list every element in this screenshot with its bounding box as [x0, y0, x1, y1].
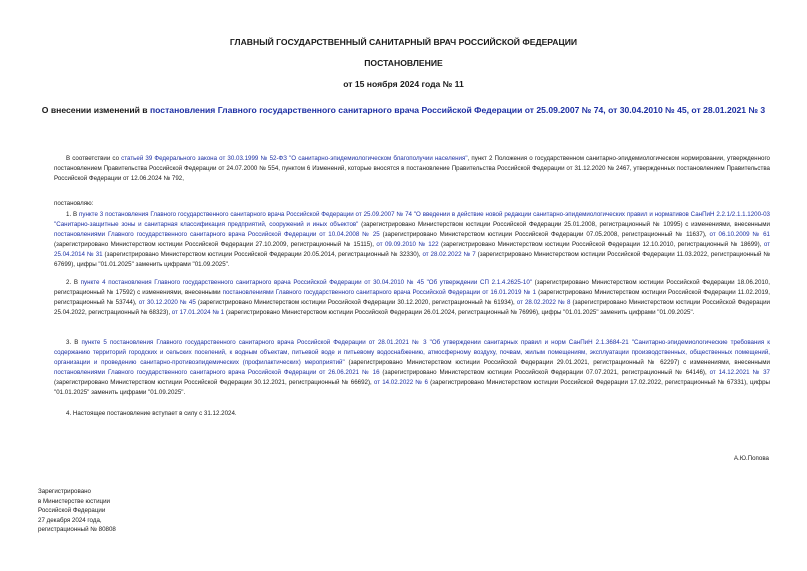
subject-prefix: О внесении изменений в — [41, 105, 150, 115]
item-2-link-amend[interactable]: от 17.01.2024 № 1 — [171, 309, 225, 316]
registration-line: регистрационный № 80808 — [38, 526, 116, 533]
registration-line: Российской Федерации — [38, 507, 106, 514]
item-1-text: (зарегистрировано Министерством юстиции Российской Федерации 27.10.2009, регистрационный № 15115), — [54, 241, 377, 248]
item-1-text: 1. В — [66, 211, 80, 218]
item-1-link-amend[interactable]: постановлениями Главного государственного санитарного врача Российской Федерации от 10.04.2008 № 25 — [54, 231, 380, 238]
issuing-authority: ГЛАВНЫЙ ГОСУДАРСТВЕННЫЙ САНИТАРНЫЙ ВРАЧ РОССИЙСКОЙ ФЕДЕРАЦИИ — [229, 37, 578, 47]
item-3-text: (зарегистрировано Министерством юстиции Российской Федерации 30.12.2021, регистрационный № 66692), — [54, 379, 374, 386]
item-2-link-main[interactable]: пункте 4 постановления Главного государственного санитарного врача Российской Федерации от 30.04.2010 № 45 "Об утверждении СП 2.1.4.2625-10" — [80, 279, 532, 286]
item-3-text: (зарегистрировано Министерством юстиции Российской Федерации 17.02.2022, регистрационный № 67331), цифры "01.01.2025" заменить цифрами "01.09.2025". — [54, 379, 770, 396]
item-2-link-amend[interactable]: от 28.02.2022 № 8 — [516, 299, 571, 306]
item-1-link-main[interactable]: пункте 3 постановления Главного государственного санитарного врача Российской Федерации от 25.09.2007 № 74 "О введении в действие новой редакции санитарно-эпидемиологических правил и нормативов СанПиН 2.2.1/2.1.1.1200-03 "Санитарно-защитные зоны и санитарная классификация предприятий, сооружений и иных объектов" — [54, 211, 770, 228]
document-type: ПОСТАНОВЛЕНИЕ — [364, 58, 443, 68]
item-2-text: (зарегистрировано Министерством юстиции Российской Федерации 25.04.2022, регистрационный № 68323), — [54, 299, 770, 316]
item-2-text: (зарегистрировано Министерством юстиции Российской Федерации 18.06.2010, регистрационный № 17592) с изменениями, внесенными — [54, 279, 770, 296]
item-1-link-amend[interactable]: от 09.09.2010 № 122 — [376, 241, 439, 248]
item-1-link-amend[interactable]: от 28.02.2022 № 7 — [422, 251, 476, 258]
item-1-link-amend[interactable]: от 06.10.2009 № 61 — [709, 231, 770, 238]
document-subject — [40, 105, 767, 116]
item-3-link-amend[interactable]: от 14.12.2021 № 37 — [709, 369, 770, 376]
item-2-text: (зарегистрировано Министерством юстиции Российской Федерации 26.01.2024, регистрационный № 76996), цифры "01.01.2025" заменить цифрами "01.09.2025". — [224, 309, 695, 316]
item-3-link-amend[interactable]: постановлениями Главного государственного санитарного врача Российской Федерации от 26.06.2021 № 16 — [54, 369, 380, 376]
item-1-text: (зарегистрировано Министерством юстиции Российской Федерации 07.05.2008, регистрационный № 11637), — [379, 231, 710, 238]
item-1-text: (зарегистрировано Министерством юстиции Российской Федерации 11.03.2022, регистрационный № 67699), цифры "01.01.2025" заменить цифрами "01.09.2025". — [54, 251, 770, 268]
registration-line: 27 декабря 2024 года, — [38, 516, 102, 524]
item-3-text: 3. В — [66, 339, 82, 346]
item-1-text: (зарегистрировано Министерством юстиции Российской Федерации 12.10.2010, регистрационный № 18699), — [438, 241, 764, 248]
item-3-text: (зарегистрировано Министерством юстиции Российской Федерации 29.01.2021, регистрационный № 62297) с изменениями, внесенными — [344, 359, 771, 366]
item-3-link-main[interactable]: пункте 5 постановления Главного государственного санитарного врача Российской Федерации от 28.01.2021 № 3 "Об утверждении санитарных правил и норм СанПиН 2.1.3684-21 "Санитарно-эпидемиологические требования к содержанию территорий городских и сельских поселений, к водным объектам, питьевой воде и питьевому водоснабжению, атмосферному воздуху, почвам, жилым помещениям, эксплуатации производственных, общественных помещений, организации и проведению санитарно-противоэпидемических (профилактических) мероприятий" — [54, 339, 770, 366]
item-3-link-amend[interactable]: от 14.02.2022 № 6 — [373, 379, 428, 386]
item-3-paragraph — [54, 338, 770, 398]
item-3-text: (зарегистрировано Министерством юстиции Российской Федерации 07.07.2021, регистрационный № 64146), — [379, 369, 710, 376]
item-4-text: 4. Настоящее постановление вступает в силу с 31.12.2024. — [66, 410, 237, 417]
preamble-text-1: В соответствии со — [66, 155, 122, 162]
preamble-law-link[interactable]: статьей 39 Федерального закона от 30.03.1999 № 52-ФЗ "О санитарно-эпидемиологическом благополучии населения" — [121, 155, 468, 162]
item-2-text: (зарегистрировано Министерством юстиции Российской Федерации 11.02.2019, регистрационный № 53744), — [54, 289, 770, 306]
item-2-paragraph — [54, 278, 770, 318]
item-1-text: (зарегистрировано Министерством юстиции Российской Федерации 25.01.2008, регистрационный № 10995) с изменениями, внесенными — [358, 221, 771, 228]
document-date-number: от 15 ноября 2024 года № 11 — [343, 79, 464, 89]
item-1-text: (зарегистрировано Министерством юстиции Российской Федерации 20.05.2014, регистрационный № 32330), — [102, 251, 423, 258]
item-1-paragraph — [54, 210, 770, 270]
item-4-paragraph — [54, 409, 770, 419]
preamble-text-2: , пункт 2 Положения о государственном санитарно-эпидемиологическом нормировании, утвержденного постановлением Правительства Российской Федерации от 24.07.2000 № 554, пунктом 6 Изменений, которые вносятся в постановление Правительства Российской Федерации от 31.12.2020 № 2467, утвержденных постановлением Правительства Российской Федерации от 12.06.2024 № 792, — [54, 155, 771, 182]
registration-line: Зарегистрировано — [38, 488, 91, 495]
item-1-link-amend[interactable]: от 25.04.2014 № 31 — [54, 241, 770, 258]
item-2-link-amend[interactable]: постановлениями Главного государственного санитарного врача Российской Федерации от 16.01.2019 № 1 — [222, 289, 537, 296]
registration-line: в Министерстве юстиции — [38, 497, 111, 505]
item-2-link-amend[interactable]: от 30.12.2020 № 45 — [138, 299, 196, 306]
signature: А.Ю.Попова — [733, 455, 769, 462]
item-2-text: 2. В — [66, 279, 81, 286]
registration-block — [38, 487, 116, 535]
subject-link[interactable]: постановления Главного государственного санитарного врача Российской Федерации от 25.09.2007 № 74, от 30.04.2010 № 45, от 28.01.2021 № 3 — [149, 105, 766, 115]
preamble-paragraph — [54, 154, 770, 184]
item-2-text: (зарегистрировано Министерством юстиции Российской Федерации 30.12.2020, регистрационный № 61934), — [195, 299, 517, 306]
decree-word: постановляю: — [54, 200, 94, 207]
